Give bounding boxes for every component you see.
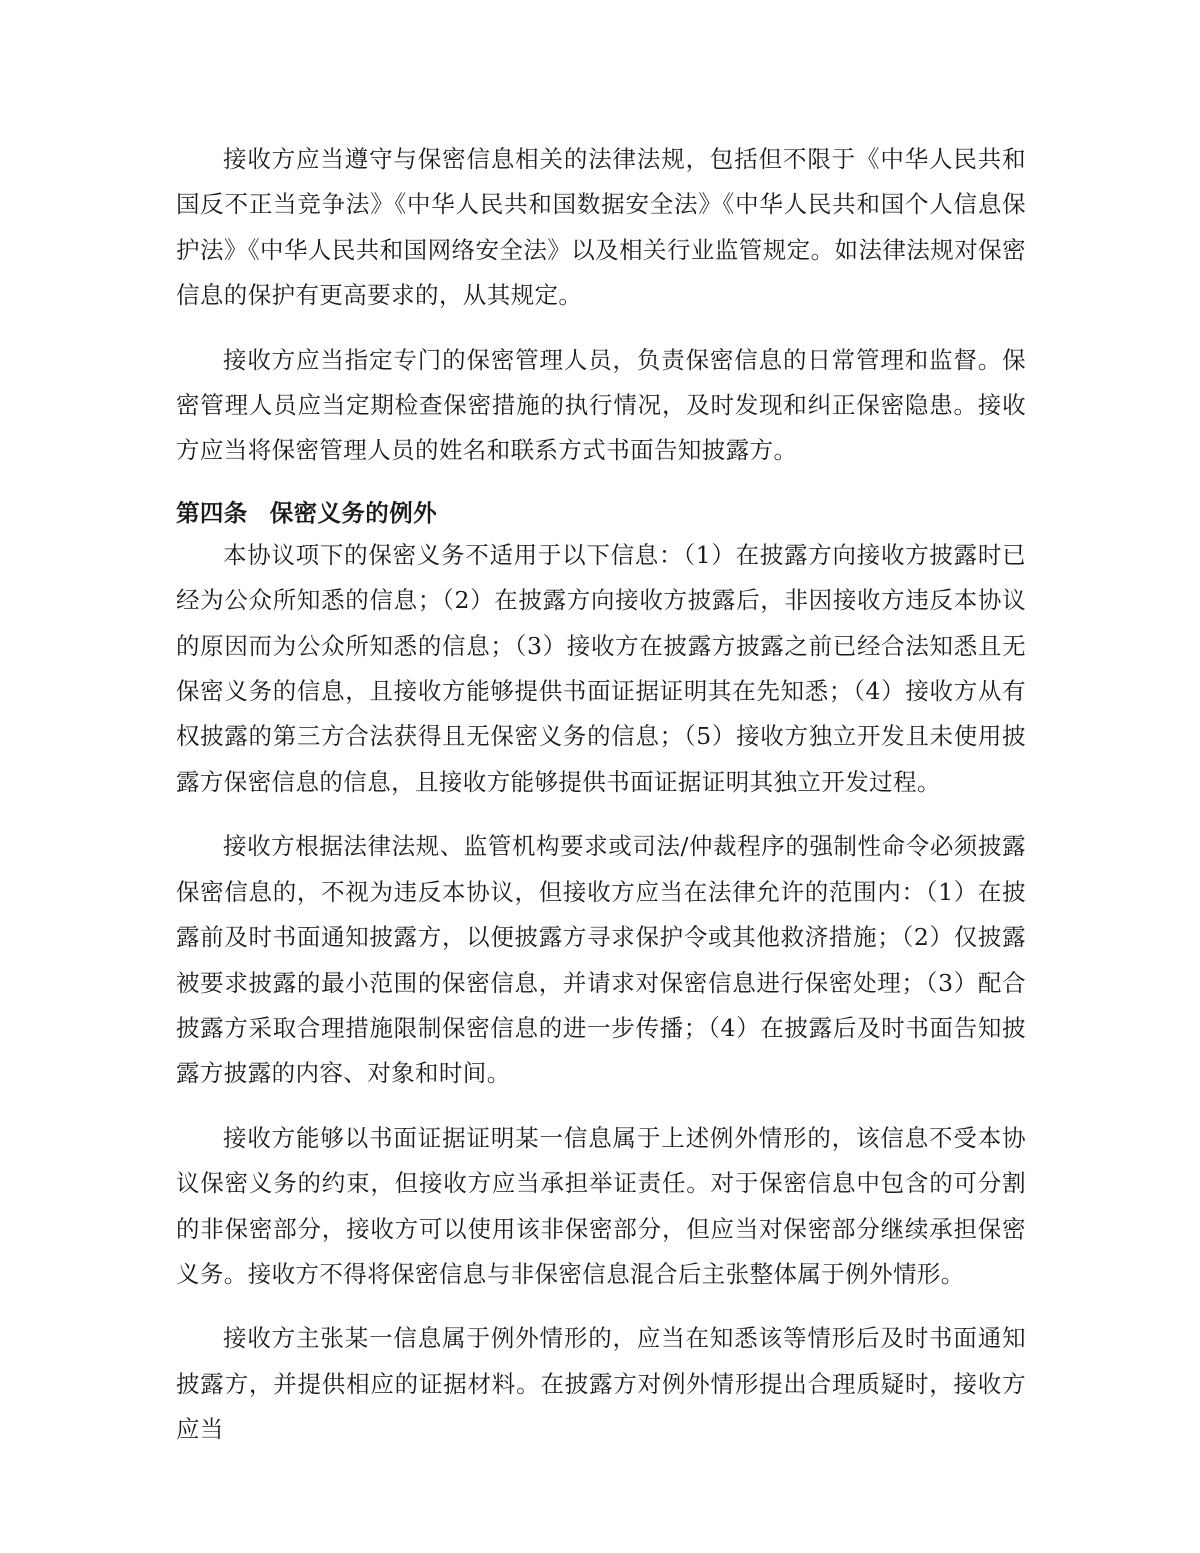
section-heading bbox=[176, 493, 1026, 533]
paragraph-compelled-disclosure: 接收方根据法律法规、监管机构要求或司法/仲裁程序的强制性命令必须披露保密信息的，不视为违反本协议，但接收方应当在法律允许的范围内：（1）在披露前及时书面通知披露方，以便披露方寻求保护令或其他救济措施；（2）仅披露被要求披露的最小范围的保密信息，并请求对保密信息进行保密处理；（3）配合披露方采取合理措施限制保密信息的进一步传播；（4）在披露后及时书面告知披露方披露的内容、对象和时间。 bbox=[176, 832, 1026, 1088]
paragraph-legal-compliance: 接收方应当遵守与保密信息相关的法律法规，包括但不限于《中华人民共和国反不正当竞争法》《中华人民共和国数据安全法》《中华人民共和国个人信息保护法》《中华人民共和国网络安全法》以及相关行业监管规定。如法律法规对保密信息的保护有更高要求的，从其规定。 bbox=[176, 145, 1026, 310]
paragraph-burden-of-proof: 接收方能够以书面证据证明某一信息属于上述例外情形的，该信息不受本协议保密义务的约束，但接收方应当承担举证责任。对于保密信息中包含的可分割的非保密部分，接收方可以使用该非保密部分，但应当对保密部分继续承担保密义务。接收方不得将保密信息与非保密信息混合后主张整体属于例外情形。 bbox=[176, 1123, 1026, 1288]
section-number: 第四条 bbox=[176, 498, 248, 527]
document-body bbox=[176, 137, 1026, 1472]
section-title: 保密义务的例外 bbox=[269, 498, 438, 527]
paragraph-confidentiality-officer: 接收方应当指定专门的保密管理人员，负责保密信息的日常管理和监督。保密管理人员应当定期检查保密措施的执行情况，及时发现和纠正保密隐患。接收方应当将保密管理人员的姓名和联系方式书面告知披露方。 bbox=[176, 345, 1026, 465]
paragraph-exceptions-list: 本协议项下的保密义务不适用于以下信息：（1）在披露方向接收方披露时已经为公众所知悉的信息；（2）在披露方向接收方披露后，非因接收方违反本协议的原因而为公众所知悉的信息；（3）接收方在披露方披露之前已经合法知悉且无保密义务的信息，且接收方能够提供书面证据证明其在先知悉；（4）接收方从有权披露的第三方合法获得且无保密义务的信息；（5）接收方独立开发且未使用披露方保密信息的信息，且接收方能够提供书面证据证明其独立开发过程。 bbox=[176, 540, 1026, 796]
paragraph-exception-notice: 接收方主张某一信息属于例外情形的，应当在知悉该等情形后及时书面通知披露方，并提供相应的证据材料。在披露方对例外情形提出合理质疑时，接收方应当 bbox=[176, 1324, 1026, 1444]
